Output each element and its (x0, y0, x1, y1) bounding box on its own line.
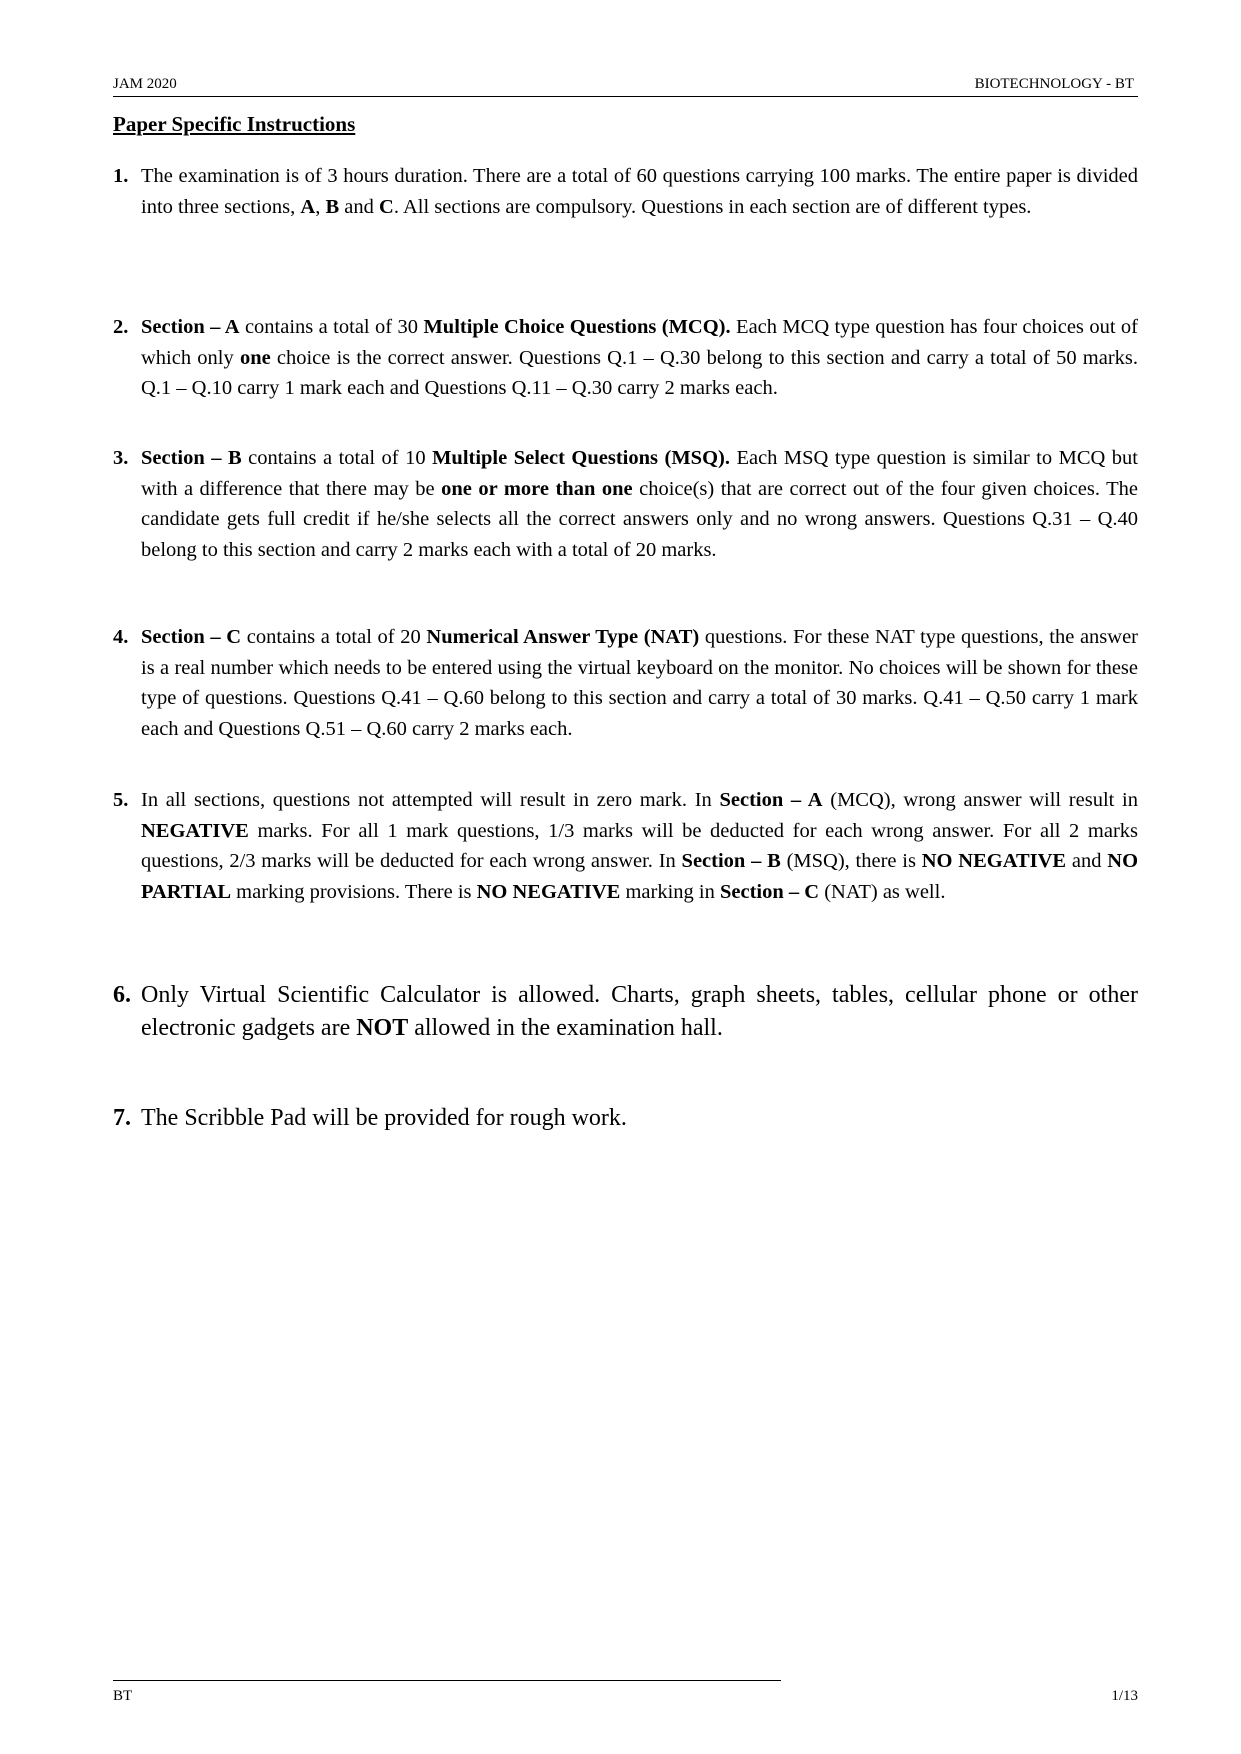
instruction-number: 1. (113, 165, 129, 187)
instruction-number: 6. (113, 982, 131, 1008)
instruction-text: The examination is of 3 hours duration. There are a total of 60 questions carrying 100 marks. The entire paper is divided into three sections, A, B and C. All sections are compulsory. Questions in each section are of different types. (141, 165, 1138, 218)
instruction-number: 2. (113, 316, 129, 338)
instruction-1 (113, 161, 1138, 222)
instruction-number: 5. (113, 789, 129, 811)
footer-page-number: 1/13 (1111, 1688, 1138, 1704)
instruction-text: The Scribble Pad will be provided for rough work. (141, 1105, 627, 1131)
header-exam-name: JAM 2020 (113, 76, 177, 92)
instruction-text: Section – B contains a total of 10 Multiple Select Questions (MSQ). Each MSQ type question is similar to MCQ but with a difference that there may be one or more than one choice(s) that are correct out of the four given choices. The candidate gets full credit if he/she selects all the correct answers only and no wrong answers. Questions Q.31 – Q.40 belong to this section and carry 2 marks each with a total of 20 marks. (141, 447, 1138, 561)
instruction-number: 3. (113, 447, 129, 469)
instruction-text: Only Virtual Scientific Calculator is allowed. Charts, graph sheets, tables, cellular phone or other electronic gadgets are NOT allowed in the examination hall. (141, 982, 1138, 1041)
instruction-4 (113, 622, 1138, 744)
footer-subject-code: BT (113, 1688, 133, 1704)
instruction-number: 4. (113, 626, 129, 648)
header-subject: BIOTECHNOLOGY - BT (974, 76, 1134, 92)
instruction-6 (113, 979, 1138, 1045)
instruction-text: Section – A contains a total of 30 Multiple Choice Questions (MCQ). Each MCQ type question has four choices out of which only one choice is the correct answer. Questions Q.1 – Q.30 belong to this section and carry a total of 50 marks. Q.1 – Q.10 carry 1 mark each and Questions Q.11 – Q.30 carry 2 marks each. (141, 316, 1138, 399)
page-title: Paper Specific Instructions (113, 112, 356, 136)
instruction-number: 7. (113, 1105, 131, 1131)
instruction-text: Section – C contains a total of 20 Numerical Answer Type (NAT) questions. For these NAT type questions, the answer is a real number which needs to be entered using the virtual keyboard on the monitor. No choices will be shown for these type of questions. Questions Q.41 – Q.60 belong to this section and carry a total of 30 marks. Q.41 – Q.50 carry 1 mark each and Questions Q.51 – Q.60 carry 2 marks each. (141, 626, 1139, 740)
page-header (113, 74, 1138, 97)
instruction-5 (113, 785, 1138, 907)
instruction-7 (113, 1102, 1138, 1135)
instruction-2 (113, 312, 1138, 404)
instruction-3 (113, 443, 1138, 565)
footer-divider (113, 1680, 781, 1681)
instruction-text: In all sections, questions not attempted will result in zero mark. In Section – A (MCQ), wrong answer will result in NEGATIVE marks. For all 1 mark questions, 1/3 marks will be deducted for each wrong answer. For all 2 marks questions, 2/3 marks will be deducted for each wrong answer. In Section – B (MSQ), there is NO NEGATIVE and NO PARTIAL marking provisions. There is NO NEGATIVE marking in Section – C (NAT) as well. (141, 789, 1139, 903)
